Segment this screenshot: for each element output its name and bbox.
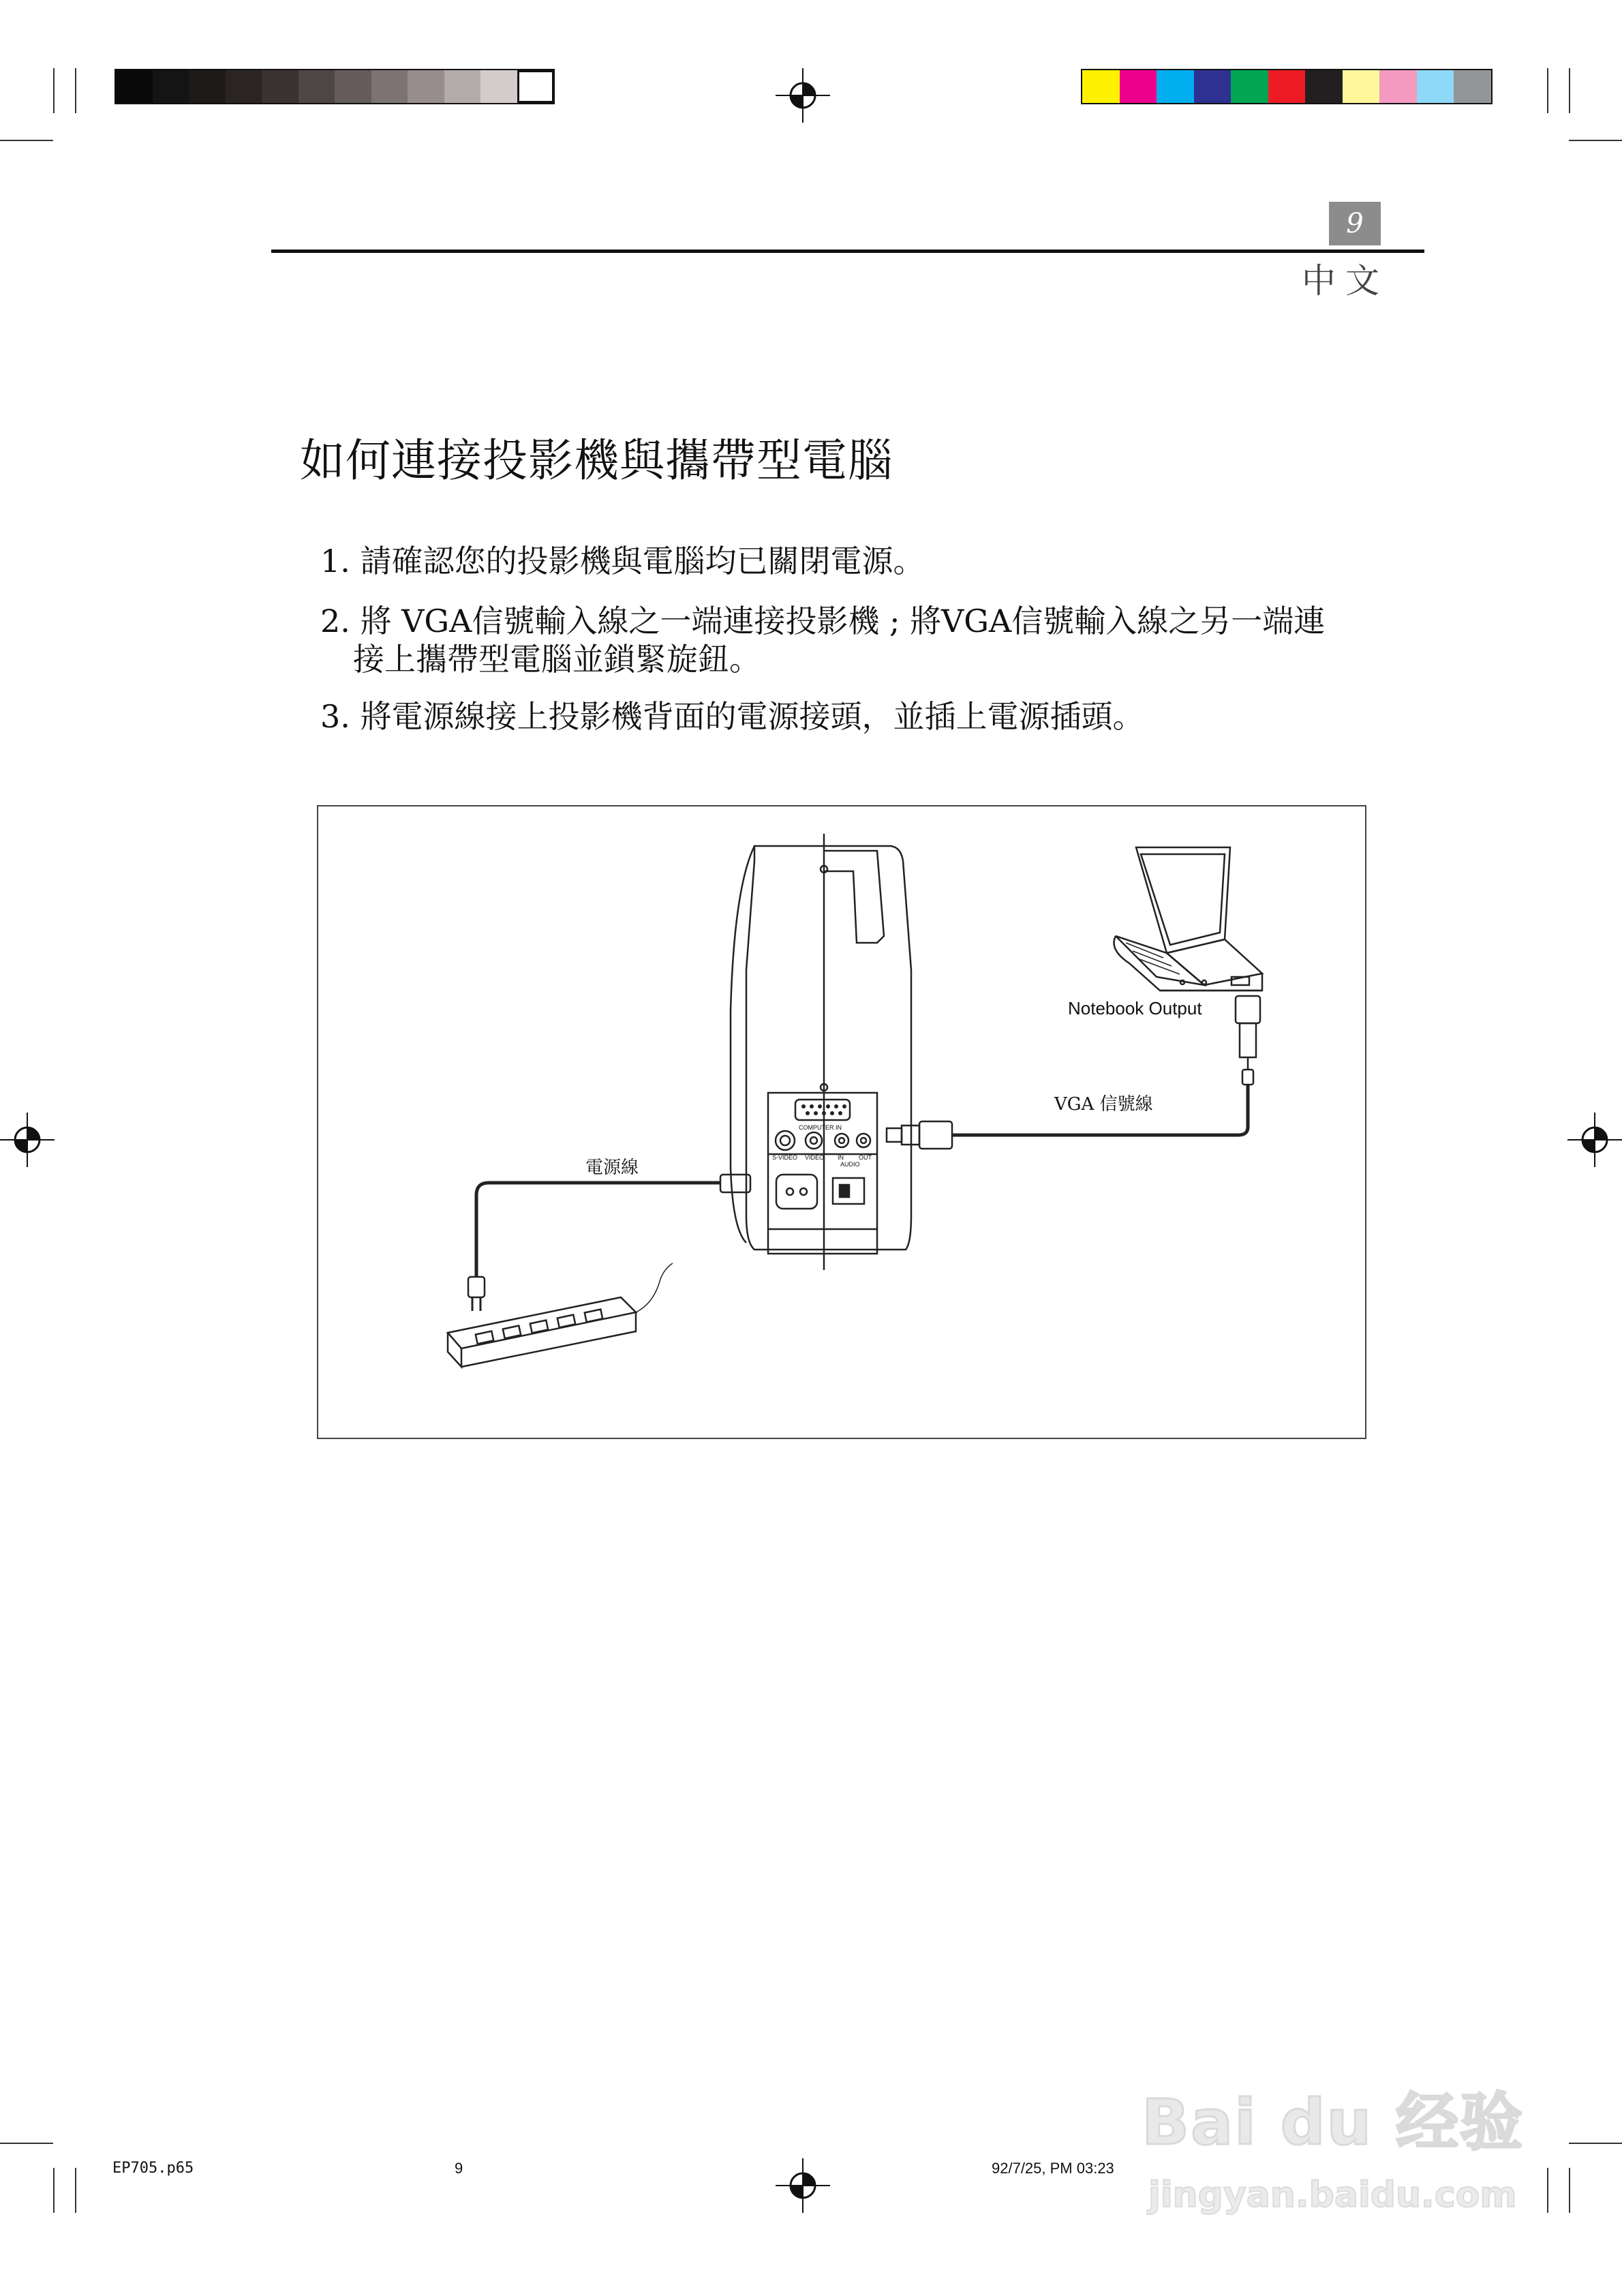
step-2-line-2: 接上攜帶型電腦並鎖緊旋鈕。 (353, 641, 761, 678)
footer-page-number: 9 (455, 2160, 463, 2177)
baidu-watermark (1142, 2072, 1523, 2222)
page-number-badge: 9 (1329, 202, 1381, 245)
panel-label-audio-out: OUT (859, 1154, 872, 1161)
footer-file-name: EP705.p65 (112, 2160, 194, 2177)
panel-label-audio-in: IN (838, 1154, 844, 1161)
section-title: 如何連接投影機與攜帶型電腦 (300, 434, 893, 487)
panel-label-computer-in: COMPUTER IN (799, 1124, 842, 1131)
connection-diagram (317, 805, 1366, 1439)
step-3: 3. 將電源線接上投影機背面的電源接頭，並插上電源插頭。 (320, 698, 1144, 735)
footer-timestamp: 92/7/25, PM 03:23 (992, 2160, 1114, 2177)
registration-mark-right (1567, 1113, 1622, 1167)
panel-label-audio: AUDIO (840, 1161, 860, 1168)
notebook-output-label: Notebook Output (1068, 998, 1202, 1018)
power-cable-label: 電源線 (585, 1158, 639, 1178)
watermark-url: jingyan.baidu.com (1148, 2175, 1517, 2216)
language-label: 中文 (1302, 261, 1389, 301)
watermark-logo: Bai du 经验 (1142, 2086, 1525, 2159)
projector-illustration (731, 834, 911, 1270)
grayscale-frame (114, 69, 555, 104)
vga-cable-label: VGA 信號線 (1054, 1094, 1153, 1115)
registration-mark-top (776, 68, 830, 123)
step-1: 1. 請確認您的投影機與電腦均已關閉電源。 (320, 543, 925, 579)
panel-label-video: VIDEO (805, 1154, 825, 1161)
notebook-illustration (1114, 847, 1263, 991)
panel-label-s-video: S-VIDEO (772, 1154, 798, 1161)
registration-mark-left (0, 1113, 55, 1167)
diagram-illustration (318, 806, 1365, 1438)
header-rule (271, 250, 1424, 253)
step-2-line-1: 2. 將 VGA信號輸入線之一端連接投影機 ; 將VGA信號輸入線之另一端連 (320, 603, 1326, 639)
registration-mark-bottom (776, 2158, 830, 2213)
process-color-frame (1081, 69, 1493, 104)
power-strip-illustration (448, 1263, 673, 1367)
